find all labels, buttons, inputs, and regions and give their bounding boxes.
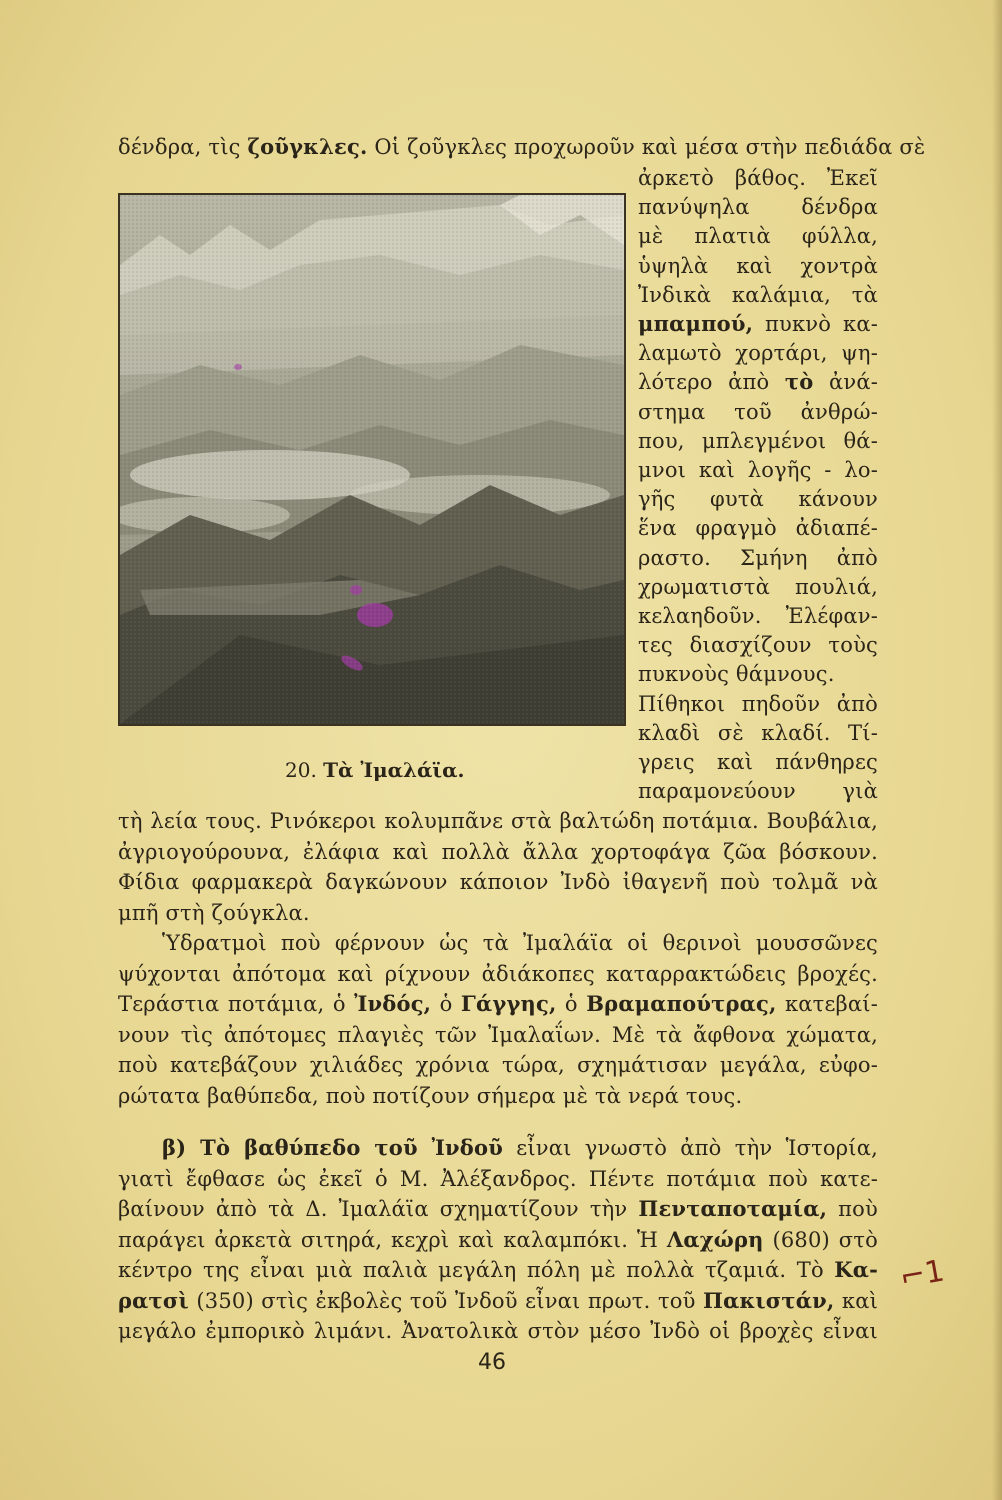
text-run: στημα τοῦ ἀνθρώ- xyxy=(638,399,878,424)
text-line xyxy=(162,930,878,956)
text-line xyxy=(118,1288,878,1314)
text-run: παράγει ἀρκετὰ σιτηρά, κεχρὶ καὶ καλαμπόκι. Ἡ xyxy=(118,1227,667,1252)
text-run: λότερο ἀπὸ xyxy=(638,370,785,395)
text-line xyxy=(118,1257,878,1283)
text-run: μπῆ στὴ ζούγκλα. xyxy=(118,900,310,925)
text-line xyxy=(638,194,878,220)
text-line xyxy=(638,369,878,395)
bold-term: ζοῦγκλες. xyxy=(247,134,368,159)
text-line xyxy=(638,340,878,366)
text-line xyxy=(638,603,878,629)
text-run: γῆς φυτὰ κάνουν xyxy=(638,487,878,512)
text-run: εἶναι γνωστὸ ἀπὸ τὴν Ἱστορία, xyxy=(503,1136,878,1160)
text-run: ὁ xyxy=(556,992,587,1016)
text-line xyxy=(118,1052,878,1078)
text-line xyxy=(638,428,878,454)
text-line xyxy=(638,661,878,687)
text-run: πυκνοὺς θάμνους. xyxy=(638,662,835,687)
text-run: γρεις καὶ πάνθηρες xyxy=(638,750,878,774)
text-run: κλαδὶ σὲ κλαδί. Τί- xyxy=(638,720,878,745)
text-run: λαμωτὸ χορτάρι, ψη- xyxy=(638,341,878,366)
text-run: Φίδια φαρμακερὰ δαγκώνουν κάποιον Ἰνδὸ ἰθαγενῆ ποὺ τολμᾶ νὰ xyxy=(118,870,878,894)
text-run: που, μπλεγμένοι θά- xyxy=(638,428,878,453)
text-run: (350) στὶς ἐκβολὲς τοῦ Ἰνδοῦ εἶναι πρωτ. τοῦ xyxy=(188,1288,704,1313)
bold-term: ρατσὶ xyxy=(118,1287,189,1313)
bold-term: Πακιστάν, xyxy=(703,1287,835,1313)
text-run: Ὑδρατμοὶ ποὺ φέρνουν ὡς τὰ Ἰμαλάϊα οἱ θερινοὶ μουσσῶνες xyxy=(162,931,878,955)
text-run: (680) στὸ xyxy=(763,1227,878,1252)
text-run: ραστο. Σμήνη ἀπὸ xyxy=(638,545,878,570)
text-line xyxy=(638,223,878,249)
bold-term: Λαχώρη xyxy=(666,1226,764,1252)
text-run: κατεβαί- xyxy=(776,992,879,1016)
text-line xyxy=(638,457,878,483)
text-run: ὑψηλὰ καὶ χοντρὰ xyxy=(638,253,878,278)
text-line xyxy=(118,869,878,895)
text-run: Πίθηκοι πηδοῦν ἀπὸ xyxy=(638,691,878,716)
text-line xyxy=(638,165,878,191)
text-line xyxy=(638,486,878,512)
page-edge-shadow xyxy=(992,0,1002,1500)
page-number: 46 xyxy=(478,1350,506,1375)
text-run: τὴ λεία τους. Ρινόκεροι κολυμπᾶνε στὰ βαλτώδη ποτάμια. Βουβάλια, xyxy=(118,809,878,833)
bold-term: Βραμαπούτρας, xyxy=(586,991,777,1016)
text-line xyxy=(118,1196,878,1222)
bold-term: τὸ xyxy=(784,369,814,395)
text-run: Τεράστια ποτάμια, ὁ xyxy=(118,992,355,1016)
text-line xyxy=(162,1135,878,1161)
text-run: κελαηδοῦν. Ἐλέφαν- xyxy=(638,604,878,628)
text-line xyxy=(118,839,878,865)
text-run: ρώτατα βαθύπεδα, ποὺ ποτίζουν σήμερα μὲ τὰ νερά τους. xyxy=(118,1083,743,1108)
text-run: ἀγριογούρουνα, ἐλάφια καὶ πολλὰ ἄλλα χορτοφάγα ζῶα βόσκουν. xyxy=(118,839,878,864)
himalaya-photograph xyxy=(118,193,626,726)
text-run: ποὺ κατεβάζουν χιλιάδες χρόνια τώρα, σχημάτισαν μεγάλα, εὐφο- xyxy=(118,1053,878,1077)
text-run: Ἰνδικὰ καλάμια, τὰ xyxy=(638,282,878,307)
bold-term: μπαμπού, xyxy=(638,311,754,336)
text-run: ἕνα φραγμὸ ἀδιαπέ- xyxy=(638,516,878,541)
text-line xyxy=(118,134,926,160)
text-line xyxy=(118,808,878,834)
text-run: γιατὶ ἔφθασε ὡς ἐκεῖ ὁ Μ. Ἀλέξανδρος. Πέντε ποτάμια ποὺ κατε- xyxy=(118,1166,878,1191)
bold-term: Πενταποταμία, xyxy=(638,1196,828,1221)
figure-caption xyxy=(285,758,464,782)
text-run: νουν τὶς ἀπότομες πλαγιὲς τῶν Ἰμαλαΐων. Μὲ τὰ ἄφθονα χώματα, xyxy=(118,1022,878,1047)
caption-text: Τὰ Ἰμαλάϊα. xyxy=(323,758,465,782)
text-line xyxy=(118,1022,878,1048)
caption-number: 20. xyxy=(285,758,317,782)
text-run: τες διασχίζουν τοὺς xyxy=(638,633,878,658)
text-line xyxy=(118,991,878,1017)
text-run: ἀρκετὸ βάθος. Ἐκεῖ xyxy=(638,166,878,190)
mountain-landscape-illustration xyxy=(120,195,624,724)
text-line xyxy=(638,311,878,337)
text-line xyxy=(118,1227,878,1253)
text-run: ἀνά- xyxy=(813,370,878,395)
text-line xyxy=(638,778,878,804)
text-run: παραμονεύουν γιὰ xyxy=(638,779,878,804)
bold-term: Ἰνδός, xyxy=(354,991,432,1016)
text-run: κέντρο της εἶναι μιὰ παλιὰ μεγάλη πόλη μὲ πολλὰ τζαμιά. Τὸ xyxy=(118,1258,835,1282)
text-line xyxy=(638,632,878,658)
text-line xyxy=(638,515,878,541)
text-run: ὁ xyxy=(431,992,461,1016)
text-line xyxy=(638,399,878,425)
text-line xyxy=(118,900,878,926)
text-line xyxy=(118,961,878,987)
text-run: μνοι καὶ λογῆς - λο- xyxy=(638,458,878,482)
text-run: μεγάλο ἐμπορικὸ λιμάνι. Ἀνατολικὰ στὸν μέσο Ἰνδὸ οἱ βροχὲς εἶναι xyxy=(118,1319,878,1343)
text-run: πυκνὸ κα- xyxy=(753,312,878,336)
text-run: καὶ xyxy=(834,1288,879,1313)
bold-term: β) Τὸ βαθύπεδο τοῦ Ἰνδοῦ xyxy=(162,1135,503,1160)
text-line xyxy=(638,749,878,775)
text-line xyxy=(638,253,878,279)
text-run: χρωματιστὰ πουλιά, xyxy=(638,574,878,599)
text-line xyxy=(118,1166,878,1192)
handwritten-margin-mark: ⌐1 xyxy=(897,1253,947,1296)
text-run: ψύχονται ἀπότομα καὶ ρίχνουν ἀδιάκοπες καταρρακτώδεις βροχές. xyxy=(118,961,878,986)
text-line xyxy=(118,1083,878,1109)
bold-term: Κα- xyxy=(834,1257,878,1282)
text-run: πανύψηλα δένδρα xyxy=(638,195,878,220)
text-run: ποὺ xyxy=(827,1197,878,1221)
text-line xyxy=(638,574,878,600)
text-line xyxy=(638,545,878,571)
text-line xyxy=(118,1318,878,1344)
text-run: μὲ πλατιὰ φύλλα, xyxy=(638,224,878,249)
text-run: βαίνουν ἀπὸ τὰ Δ. Ἰμαλάϊα σχηματίζουν τὴν xyxy=(118,1197,639,1221)
text-line xyxy=(638,282,878,308)
text-run: Οἱ ζοῦγκλες προχωροῦν καὶ μέσα στὴν πεδιάδα σὲ xyxy=(367,135,926,159)
text-line xyxy=(638,691,878,717)
text-run: δένδρα, τὶς xyxy=(118,135,248,159)
bold-term: Γάγγης, xyxy=(460,991,557,1016)
text-line xyxy=(638,720,878,746)
